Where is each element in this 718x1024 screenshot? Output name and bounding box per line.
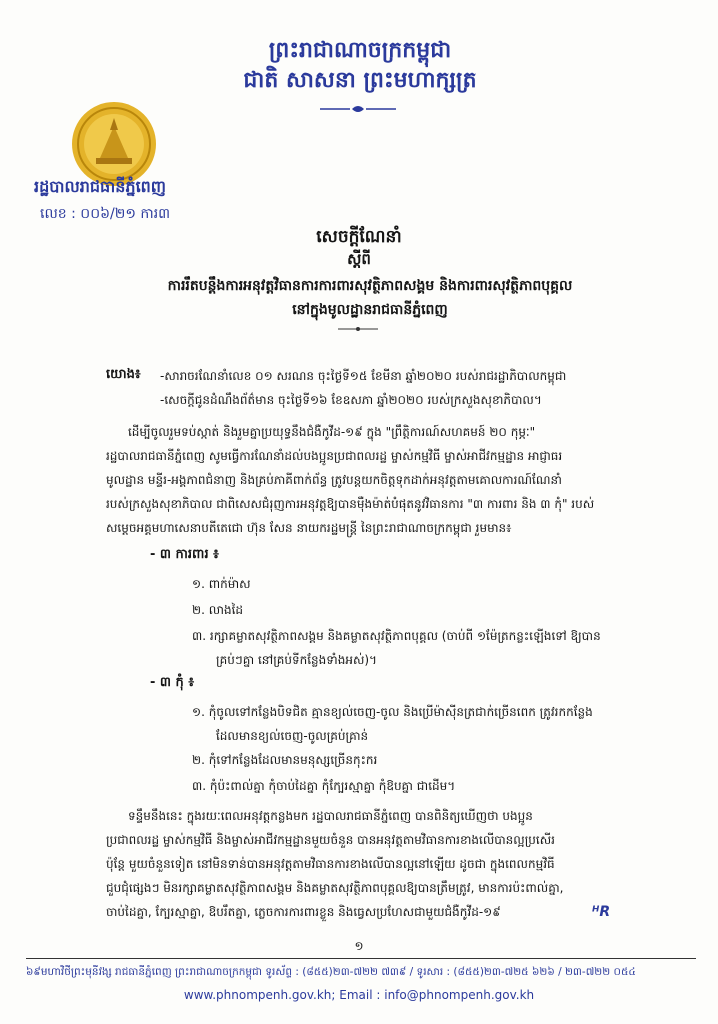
title-divider-icon (338, 326, 378, 332)
closing-line: ប្រជាពលរដ្ឋ ម្ចាស់កម្មវិធី និងម្ចាស់អាជីវកម្មដ្ឋានមួយចំនួន បានអនុវត្តតាមវិធានការខាងលើបានល្អប្រសើរ (106, 833, 555, 847)
page-number: ១ (354, 939, 364, 953)
intro-line: រដ្ឋបាលរាជធានីភ្នំពេញ សូមធ្វើការណែនាំដល់បងប្អូនប្រជាពលរដ្ឋ ម្ចាស់កម្មវិធី ម្ចាស់អាជីវកម្មដ្ឋាន អាជ្ញាធរ (106, 449, 563, 463)
closing-line: ទន្ទឹមនឹងនេះ ក្នុងរយៈពេលអនុវត្តកន្លងមក រដ្ឋបាលរាជធានីភ្នំពេញ បានពិនិត្យឃើញថា បងប្អូន (128, 809, 533, 823)
municipality-name: រដ្ឋបាលរាជធានីភ្នំពេញ (34, 177, 167, 196)
reference-number: លេខ : ០០៦/២១ ការ៣ (40, 206, 171, 222)
document-title-about: ស្តីពី (347, 250, 371, 268)
references-label: យោង៖ (106, 367, 141, 382)
reference-item: -សេចក្តីជូនដំណឹងព័ត៌មាន ចុះថ្ងៃទី១៦ ខែឧសភា ឆ្នាំ២០២០ របស់ក្រសួងសុខាភិបាល។ (160, 393, 542, 407)
document-title: សេចក្តីណែនាំ (316, 227, 402, 247)
document-subject-line1: ការរឹតបន្តឹងការអនុវត្តវិធានការការពារសុវត្ថិភាពសង្គម និងការពារសុវត្ថិភាពបុគ្គល (167, 278, 573, 294)
footer-address: ៦៩មហាវិថីព្រះមុនីវង្ស រាជធានីភ្នំពេញ ព្រះរាជាណាចក្រកម្ពុជា ទូរស័ព្ទ : (៨៥៥)២៣-៧២២ ៧៣៩ / ទូរសារ : (៨៥៥)២៣-៧២៥ ៦២៦ / ២៣-៧២២ ០៥៤ (26, 966, 636, 978)
closing-line: ប៉ុន្តែ មួយចំនួនទៀត នៅមិនទាន់បានអនុវត្តតាមវិធានការខាងលើបានល្អនៅឡើយ ដូចជា ក្នុងពេលកម្មវិធី (106, 857, 555, 871)
footer-divider (26, 958, 696, 959)
list-item-continuation: គ្រប់ៗគ្នា នៅគ្រប់ទីកន្លែងទាំងអស់)។ (216, 653, 377, 667)
intro-line: សម្តេចអគ្គមហាសេនាបតីតេជោ ហ៊ុន សែន នាយករដ្ឋមន្ត្រី នៃព្រះរាជាណាចក្រកម្ពុជា រួមមាន៖ (106, 521, 512, 535)
kingdom-header (230, 36, 490, 96)
list-item: ៣. កុំប៉ះពាល់គ្នា កុំចាប់ដៃគ្នា កុំក្បែរស្មាគ្នា កុំឱបគ្នា ជាដើម។ (192, 779, 456, 793)
closing-line: ចាប់ដៃគ្នា, ក្បែរស្មាគ្នា, ឱបរឹតគ្នា, ភ្លេចការការពារខ្លួន និងធ្វេសប្រហែសជាមួយជំងឺកូវីដ-១៩ (106, 905, 501, 919)
closing-line: ជួបជុំផ្សេងៗ មិនរក្សាគម្លាតសុវត្ថិភាពសង្គម និងគម្លាតសុវត្ថិភាពបុគ្គលឱ្យបានត្រឹមត្រូវ, មានការប៉ះពាល់គ្នា, (106, 881, 564, 895)
list-item: ១. ពាក់ម៉ាស (192, 577, 251, 591)
section-heading-protect: - ៣ ការពារ ៖ (150, 547, 219, 562)
list-item: ២. លាងដៃ (192, 603, 243, 617)
section-heading-dont: - ៣ កុំ ៖ (150, 675, 195, 690)
list-item: ៣. រក្សាគម្លាតសុវត្ថិភាពសង្គម និងគម្លាតសុវត្ថិភាពបុគ្គល (ចាប់ពី ១ម៉ែត្រកន្លះឡើងទៅ ឱ្យបាន (192, 629, 601, 643)
list-item-continuation: ដែលមានខ្យល់ចេញ-ចូលគ្រប់គ្រាន់ (216, 729, 369, 743)
intro-line: មូលដ្ឋាន មន្ទីរ-អង្គភាពជំនាញ និងគ្រប់ភាគីពាក់ព័ន្ធ ត្រូវបន្តយកចិត្តទុកដាក់អនុវត្តតាមគោលការណ៍ណែនាំ (106, 473, 562, 487)
ornament-divider-icon (318, 102, 398, 116)
list-item: ១. កុំចូលទៅកន្លែងបិទជិត គ្មានខ្យល់ចេញ-ចូល និងប្រើម៉ាស៊ីនត្រជាក់ច្រើនពេក ត្រូវរកកន្លែង (192, 705, 593, 719)
reference-item: -សារាចរណែនាំលេខ ០១ សរណន ចុះថ្ងៃទី១៥ ខែមីនា ឆ្នាំ២០២០ របស់រាជរដ្ឋាភិបាលកម្ពុជា (160, 369, 567, 383)
list-item: ២. កុំទៅកន្លែងដែលមានមនុស្សច្រើនកុះករ (192, 753, 378, 767)
kingdom-motto: ជាតិ សាសនា ព្រះមហាក្សត្រ (243, 68, 477, 93)
footer-contact: www.phnompenh.gov.kh; Email : info@phnompenh.gov.kh (183, 988, 535, 1002)
document-subject-line2: នៅក្នុងមូលដ្ឋានរាជធានីភ្នំពេញ (292, 302, 448, 318)
kingdom-title: ព្រះរាជាណាចក្រកម្ពុជា (268, 38, 452, 63)
intro-line: ដើម្បីចូលរួមទប់ស្កាត់ និងរួមគ្នាប្រយុទ្ធនឹងជំងឺកូវីដ-១៩ ក្នុង "ព្រឹត្តិការណ៍សហគមន៍ ២០ កុម្ភៈ" (128, 425, 536, 439)
intro-line: របស់ក្រសួងសុខាភិបាល ជាពិសេសជំរុញការអនុវត្តឱ្យបានម៉ឺងម៉ាត់បំផុតនូវវិធានការ "៣ ការពារ និង ៣ កុំ" របស់ (106, 497, 595, 511)
handwritten-initials: ᴴR (592, 904, 611, 920)
municipal-seal-icon (70, 100, 158, 188)
